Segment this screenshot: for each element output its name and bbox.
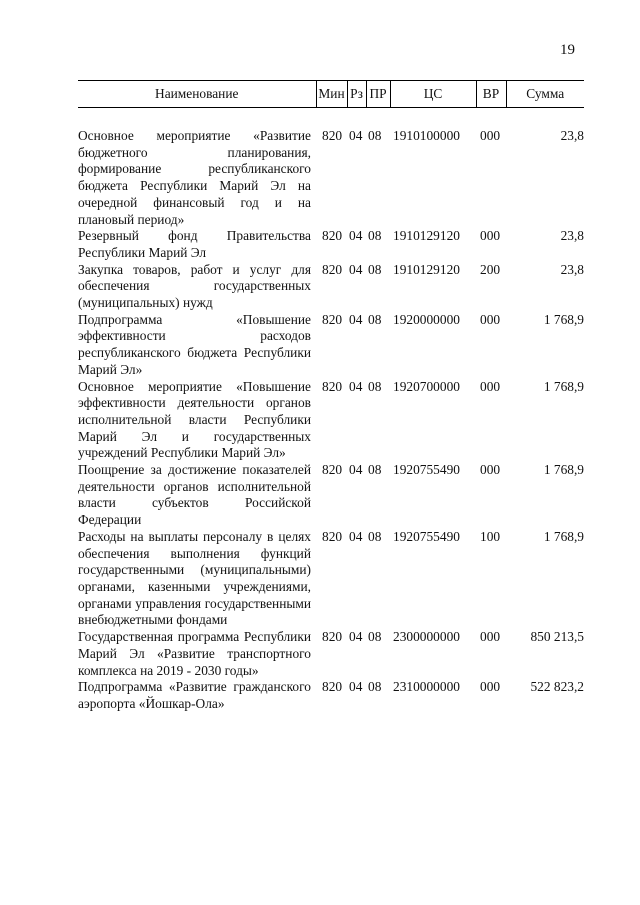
table-header-row xyxy=(78,81,584,108)
row-pr: 08 xyxy=(368,378,382,394)
table-row xyxy=(78,312,584,379)
header-min: Мин xyxy=(316,81,347,108)
row-name: Подпрограмма «Развитие гражданского аэропорта «Йошкар-Ола» xyxy=(78,679,311,711)
row-cs: 2300000000 xyxy=(393,629,460,645)
table-spacer-row xyxy=(78,108,584,129)
row-name: Резервный фонд Правительства Республики Марий Эл xyxy=(78,228,311,260)
row-name: Поощрение за достижение показателей деятельности органов исполнительной власти субъектов Российской Федерации xyxy=(78,462,311,528)
row-cs: 1920755490 xyxy=(393,462,460,478)
table-row xyxy=(78,629,584,679)
header-name: Наименование xyxy=(78,81,316,108)
row-cs: 2310000000 xyxy=(393,679,460,695)
header-pr: ПР xyxy=(366,81,390,108)
header-rz: Рз xyxy=(347,81,366,108)
row-vr: 000 xyxy=(480,378,501,394)
row-sum: 1 768,9 xyxy=(543,462,584,478)
row-vr: 200 xyxy=(480,261,501,277)
row-sum: 1 768,9 xyxy=(543,311,584,327)
row-name: Основное мероприятие «Развитие бюджетного планирования, формирование республиканского бюджета Республики Марий Эл на очередной финансовый год и на плановый период» xyxy=(78,128,311,227)
row-cs: 1910129120 xyxy=(393,261,460,277)
row-pr: 08 xyxy=(368,261,382,277)
row-pr: 08 xyxy=(368,528,382,544)
row-min: 820 xyxy=(322,128,343,143)
row-cs: 1920700000 xyxy=(393,378,460,394)
table-row xyxy=(78,679,584,712)
budget-table xyxy=(78,80,584,713)
row-name: Государственная программа Республики Марий Эл «Развитие транспортного комплекса на 2019 - 2030 годы» xyxy=(78,629,311,678)
table-row xyxy=(78,529,584,629)
row-min: 820 xyxy=(322,528,343,544)
header-cs: ЦС xyxy=(390,81,476,108)
row-cs: 1910100000 xyxy=(393,128,460,143)
row-min: 820 xyxy=(322,462,343,478)
row-sum: 1 768,9 xyxy=(543,528,584,544)
row-sum: 522 823,2 xyxy=(530,679,584,695)
row-min: 820 xyxy=(322,679,343,695)
row-sum: 850 213,5 xyxy=(530,629,584,645)
row-cs: 1920000000 xyxy=(393,311,460,327)
row-min: 820 xyxy=(322,311,343,327)
row-rz: 04 xyxy=(349,261,363,277)
table-row xyxy=(78,228,584,261)
row-name: Расходы на выплаты персоналу в целях обеспечения выполнения функций государственными (муниципальными) органами, казенными учреждениями, органами управления государственными внебюджетными фондами xyxy=(78,528,311,628)
row-min: 820 xyxy=(322,629,343,645)
row-rz: 04 xyxy=(349,679,363,695)
row-min: 820 xyxy=(322,228,343,244)
table-row xyxy=(78,128,584,228)
row-rz: 04 xyxy=(349,128,363,143)
row-vr: 000 xyxy=(480,629,501,645)
row-sum: 23,8 xyxy=(560,261,584,277)
header-sum: Сумма xyxy=(506,81,584,108)
row-sum: 1 768,9 xyxy=(543,378,584,394)
table-body xyxy=(78,108,584,713)
row-cs: 1910129120 xyxy=(393,228,460,244)
row-vr: 000 xyxy=(480,462,501,478)
row-rz: 04 xyxy=(349,378,363,394)
row-pr: 08 xyxy=(368,128,382,143)
row-vr: 000 xyxy=(480,311,501,327)
table-row xyxy=(78,462,584,529)
row-vr: 100 xyxy=(480,528,501,544)
row-pr: 08 xyxy=(368,629,382,645)
row-rz: 04 xyxy=(349,228,363,244)
row-rz: 04 xyxy=(349,629,363,645)
table-row xyxy=(78,262,584,312)
row-sum: 23,8 xyxy=(560,128,584,143)
row-name: Подпрограмма «Повышение эффективности расходов республиканского бюджета Республики Марий Эл» xyxy=(78,311,311,377)
row-min: 820 xyxy=(322,261,343,277)
row-vr: 000 xyxy=(480,228,501,244)
row-min: 820 xyxy=(322,378,343,394)
row-name: Основное мероприятие «Повышение эффективности деятельности органов исполнительной власти Республики Марий Эл и государственных учреждений Республики Марий Эл» xyxy=(78,378,311,461)
row-pr: 08 xyxy=(368,462,382,478)
row-sum: 23,8 xyxy=(560,228,584,244)
page-number: 19 xyxy=(560,42,575,58)
row-pr: 08 xyxy=(368,679,382,695)
row-pr: 08 xyxy=(368,311,382,327)
table-row xyxy=(78,379,584,463)
row-pr: 08 xyxy=(368,228,382,244)
row-vr: 000 xyxy=(480,679,501,695)
row-rz: 04 xyxy=(349,528,363,544)
header-vr: ВР xyxy=(476,81,506,108)
row-rz: 04 xyxy=(349,462,363,478)
row-rz: 04 xyxy=(349,311,363,327)
row-vr: 000 xyxy=(480,128,501,143)
row-name: Закупка товаров, работ и услуг для обеспечения государственных (муниципальных) нужд xyxy=(78,261,311,311)
row-cs: 1920755490 xyxy=(393,528,460,544)
